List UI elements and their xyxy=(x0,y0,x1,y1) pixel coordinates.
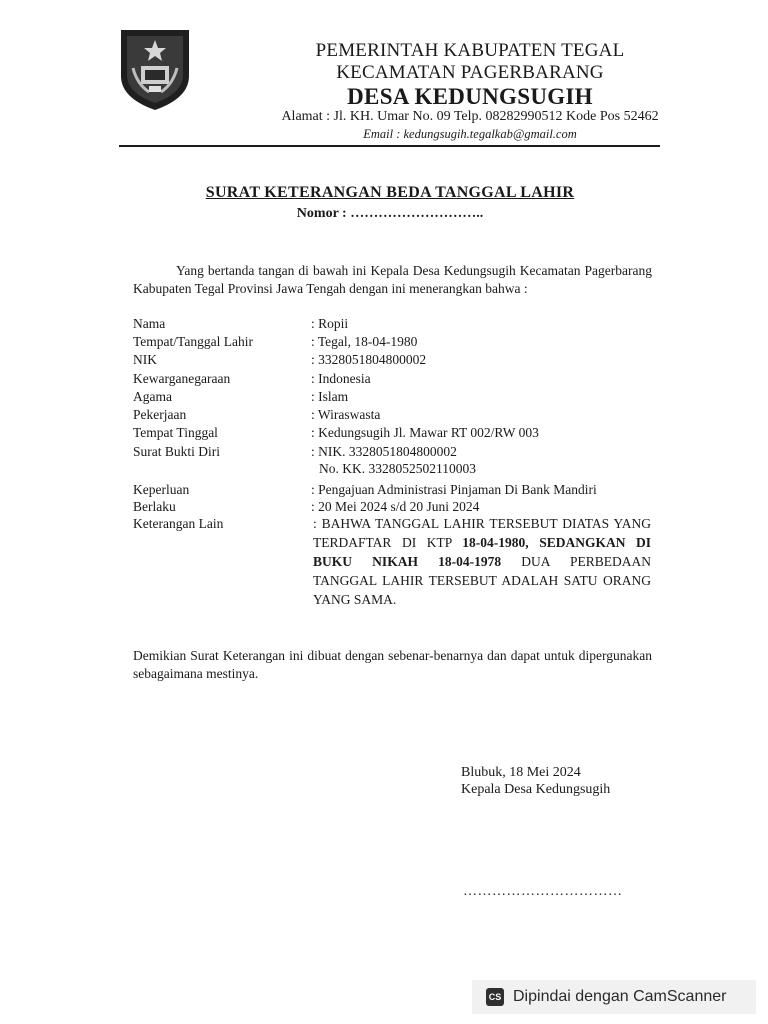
document-number: Nomor : ……………………….. xyxy=(296,206,484,221)
field-row-tempat-tinggal xyxy=(133,424,539,442)
field-row-pekerjaan xyxy=(133,406,380,424)
camscanner-watermark xyxy=(472,980,756,1014)
field-value: : 20 Mei 2024 s/d 20 Juni 2024 xyxy=(311,499,480,514)
field-label: Tempat/Tanggal Lahir xyxy=(133,334,253,349)
field-label: Agama xyxy=(133,389,172,404)
field-label: Pekerjaan xyxy=(133,407,187,422)
field-value: No. KK. 3328052502110003 xyxy=(319,461,476,476)
header-district-line: KECAMATAN PAGERBARANG xyxy=(336,62,604,83)
keterangan-text-1: : BAHWA TANGGAL LAHIR TERSEBUT DIATAS YANG TERDAFTAR DI KTP xyxy=(313,516,651,550)
field-value: : Kedungsugih Jl. Mawar RT 002/RW 003 xyxy=(311,425,539,440)
header-government-line: PEMERINTAH KABUPATEN TEGAL xyxy=(315,40,625,61)
field-row-surat-bukti-diri xyxy=(133,443,457,461)
field-label: Nama xyxy=(133,316,166,331)
field-value: : 3328051804800002 xyxy=(311,352,427,367)
keterangan-text-2: DUA PERBEDAAN TANGGAL LAHIR TERSEBUT ADALAH SATU ORANG YANG SAMA. xyxy=(313,554,652,607)
signature-place-date: Blubuk, 18 Mei 2024 xyxy=(461,765,581,780)
field-value: : Islam xyxy=(311,389,349,404)
field-label: NIK xyxy=(133,352,157,367)
signature-position: Kepala Desa Kedungsugih xyxy=(461,782,611,797)
keterangan-lain-label: Keterangan Lain xyxy=(133,516,224,531)
field-value: : NIK. 3328051804800002 xyxy=(311,444,457,459)
field-row-keperluan xyxy=(133,481,597,499)
intro-paragraph: Yang bertanda tangan di bawah ini Kepala Desa Kedungsugih Kecamatan Pagerbarang Kabupaten Tegal Provinsi Jawa Tengah dengan ini menerangkan bahwa : xyxy=(133,263,652,296)
keterangan-dates-bold: 18-04-1980, SEDANGKAN DI BUKU NIKAH 18-04-1978 xyxy=(313,535,652,569)
header-village-name: DESA KEDUNGSUGIH xyxy=(347,84,593,109)
document-title: SURAT KETERANGAN BEDA TANGGAL LAHIR xyxy=(205,184,575,201)
field-label: Tempat Tinggal xyxy=(133,425,218,440)
field-row-no-kk xyxy=(319,460,476,478)
field-value: : Wiraswasta xyxy=(311,407,381,422)
field-row-nama xyxy=(133,315,348,333)
field-label: Kewarganegaraan xyxy=(133,371,231,386)
header-divider xyxy=(119,145,660,147)
field-row-nik xyxy=(133,351,426,369)
field-value: : Ropii xyxy=(311,316,349,331)
field-label: Surat Bukti Diri xyxy=(133,444,220,459)
field-value: : Pengajuan Administrasi Pinjaman Di Bank Mandiri xyxy=(311,482,597,497)
regency-emblem-logo xyxy=(119,28,191,112)
camscanner-text: Dipindai dengan CamScanner xyxy=(513,988,727,1005)
field-value: : Tegal, 18-04-1980 xyxy=(311,334,418,349)
field-row-kewarganegaraan xyxy=(133,370,371,388)
header-address: Alamat : Jl. KH. Umar No. 09 Telp. 08282990512 Kode Pos 52462 xyxy=(281,109,659,124)
camscanner-icon: CS xyxy=(486,988,504,1006)
closing-paragraph: Demikian Surat Keterangan ini dibuat dengan sebenar-benarnya dan dapat untuk dipergunakan sebagaimana mestinya. xyxy=(133,648,652,681)
field-label: Berlaku xyxy=(133,499,176,514)
field-row-tempat-tanggal-lahir xyxy=(133,333,417,351)
field-label: Keperluan xyxy=(133,482,190,497)
header-email: Email : kedungsugih.tegalkab@gmail.com xyxy=(363,127,577,141)
field-value: : Indonesia xyxy=(311,371,371,386)
keterangan-lain-value xyxy=(313,514,651,609)
signature-name-placeholder: …………………………… xyxy=(463,884,623,899)
field-row-agama xyxy=(133,388,348,406)
